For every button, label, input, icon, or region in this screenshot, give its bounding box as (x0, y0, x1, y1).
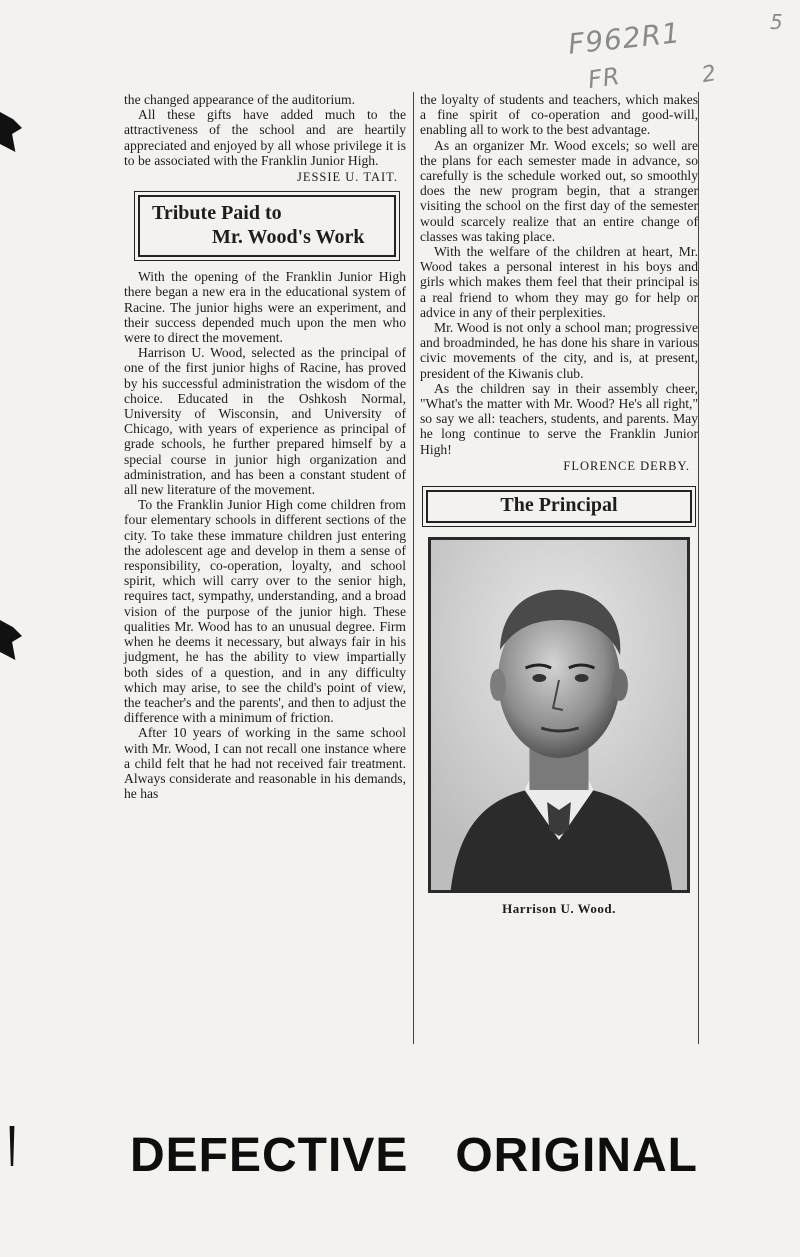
paragraph: the loyalty of students and teachers, which makes a fine spirit of co-operation and good-will, enabling all to work to the best advantage. (420, 92, 698, 138)
paragraph: To the Franklin Junior High come children from four elementary schools in different sections of the city. To take these immature children just entering the adolescent age and develop in them a sense of responsibility, co-operation, loyalty, and school spirit, which will carry over to the senior high, requires tact, sympathy, understanding, and a broad vision of the purpose of the junior high. These qualities Mr. Wood has to an unusual degree. Firm when he deems it necessary, but always fair in his judgment, he has the ability to view impartially both sides of a question, and in any difficulty which may arise, to see the child's point of view, the teacher's and the parents', and then to adjust the difference with a minimum of friction. (124, 497, 406, 726)
portrait-photo (428, 537, 690, 893)
headline-line: Tribute Paid to (152, 202, 282, 225)
paragraph: With the opening of the Franklin Junior High there began a new era in the educational system of Racine. The junior highs were an experiment, and their success depended much upon the men who were to direct the movement. (124, 269, 406, 346)
intro-text: the changed appearance of the auditorium. (124, 92, 355, 107)
binder-clip-mark (0, 112, 22, 152)
paragraph: Mr. Wood is not only a school man; progressive and broadminded, he has done his share in various civic movements of the city, and is, at present, president of the Kiwanis club. (420, 320, 698, 381)
paragraph: After 10 years of working in the same school with Mr. Wood, I can not recall one instance where a child felt that he had not received fair treatment. Always considerate and reasonable in his demands, he has (124, 725, 406, 802)
paragraph: As the children say in their assembly cheer, "What's the matter with Mr. Wood? He's all right," so say we all: teachers, students, and parents. May he long continue to serve the Franklin Junior High! (420, 380, 698, 457)
signature: JESSIE U. TAIT. (296, 170, 398, 185)
handwritten-number: 2 (699, 60, 720, 89)
paragraph: All these gifts have added much to the attractiveness of the school and are heartily appreciated and enjoyed by all whose privilege it is to be associated with the Franklin Junior High. (124, 107, 406, 168)
photo-caption: Harrison U. Wood. (502, 901, 616, 917)
signature: FLORENCE DERBY. (563, 458, 690, 473)
portrait-illustration (431, 540, 687, 890)
paragraph: As an organizer Mr. Wood excels; so well are the plans for each semester made in advance, so carefully is the schedule worked out, so smoothly does the new program begin, that a stranger visiting the school on the first day of the semester would scarcely realize that an entire change of classes was taking place. (420, 137, 698, 244)
handwritten-page-number: 5 (770, 10, 784, 34)
defective-original-stamp (130, 1128, 698, 1183)
handwritten-fr: FR (586, 61, 623, 95)
column-rule (413, 92, 414, 1044)
column-rule (698, 92, 699, 1044)
left-column (124, 92, 406, 801)
handwritten-code: F962R1 (566, 16, 683, 61)
paragraph: Harrison U. Wood, selected as the principal of one of the first junior highs of Racine, has proved by his successful administration the wisdom of the choice. Educated in the Oshkosh Normal, University of Wisconsin, and University of Chicago, with years of experience as principal of grade schools, he further prepared himself by a special course in junior high organization and administration, and has been a constant student of all new literature of the movement. (124, 345, 406, 498)
right-column (420, 92, 698, 916)
headline-line: Mr. Wood's Work (212, 226, 365, 249)
headline-box: The Principal (426, 490, 692, 523)
headline-box (138, 195, 396, 257)
paragraph: With the welfare of the children at heart, Mr. Wood takes a personal interest in his boys and girls which makes them feel that their principal is a real friend to whom they may go for help or advice in any of their perplexities. (420, 244, 698, 320)
binder-clip-mark (6, 1126, 18, 1166)
stamp-word: ORIGINAL (455, 1129, 698, 1182)
binder-clip-mark (0, 620, 22, 660)
stamp-word: DEFECTIVE (130, 1129, 409, 1182)
